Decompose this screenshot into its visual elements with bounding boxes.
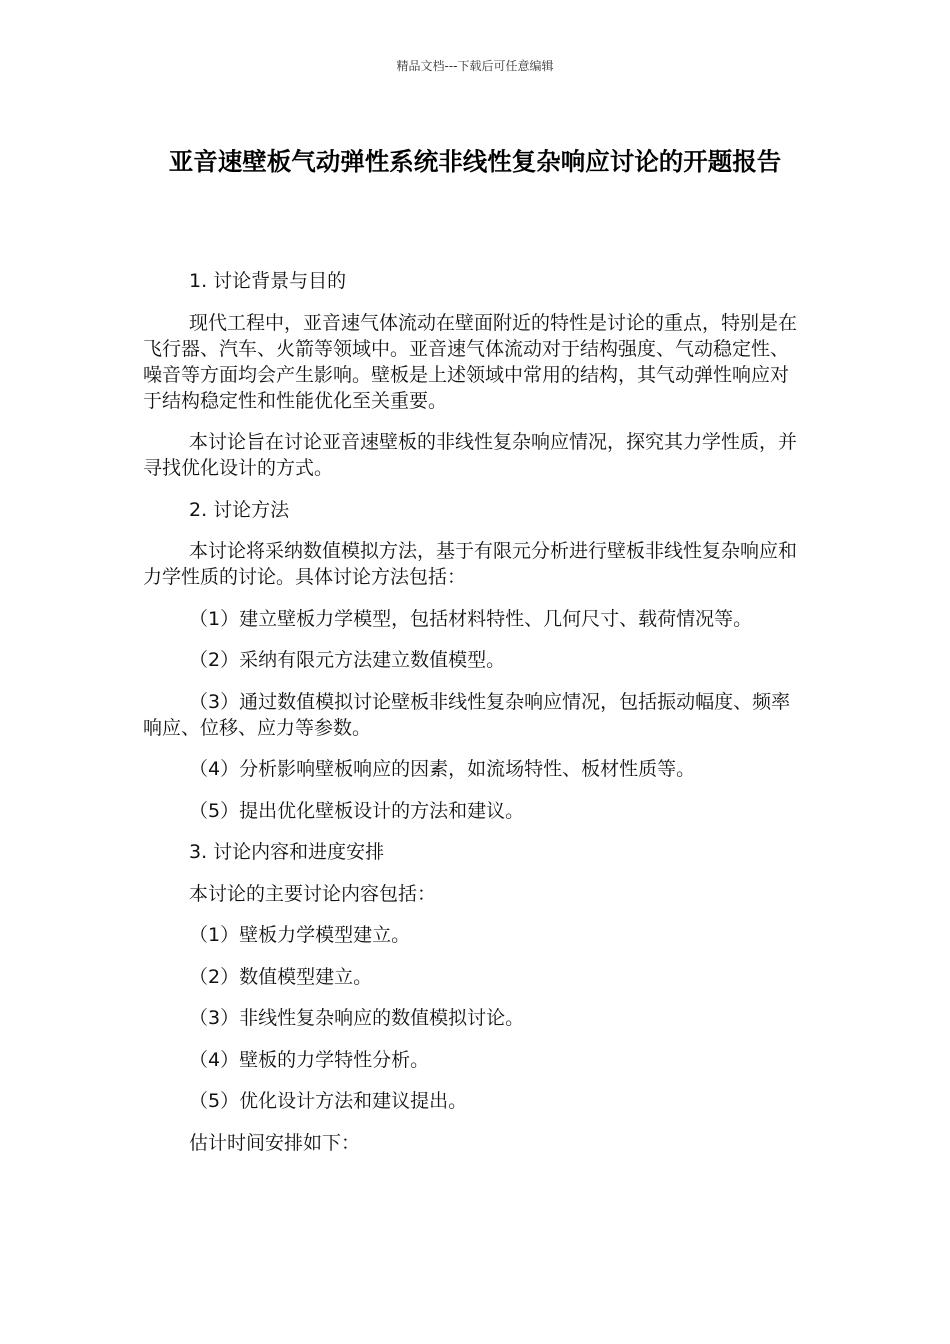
paragraph-purpose: 本讨论旨在讨论亚音速壁板的非线性复杂响应情况，探究其力学性质，并寻找优化设计的方式。: [143, 431, 798, 479]
list-item-content-2: （2）数值模型建立。: [189, 965, 373, 988]
list-item-method-2: （2）采纳有限元方法建立数值模型。: [189, 649, 506, 671]
list-item-method-3: （3）通过数值模拟讨论壁板非线性复杂响应情况，包括振动幅度、频率响应、位移、应力等参数。: [143, 690, 791, 739]
list-item-content-1: （1）壁板力学模型建立。: [189, 924, 411, 946]
paragraph-method: 本讨论将采纳数值模拟方法，基于有限元分析进行壁板非线性复杂响应和力学性质的讨论。具体讨论方法包括：: [143, 540, 798, 588]
section-heading-content: 3. 讨论内容和进度安排: [189, 841, 385, 863]
section-heading-method: 2. 讨论方法: [189, 498, 290, 521]
list-item-content-3: （3）非线性复杂响应的数值模拟讨论。: [189, 1007, 525, 1029]
list-item-method-4: （4）分析影响壁板响应的因素，如流场特性、板材性质等。: [189, 758, 696, 780]
page-header: 精品文档---下载后可任意编辑: [396, 59, 554, 73]
list-item-method-5: （5）提出优化壁板设计的方法和建议。: [189, 799, 525, 822]
paragraph-schedule: 估计时间安排如下：: [189, 1131, 361, 1154]
paragraph-background: 现代工程中，亚音速气体流动在壁面附近的特性是讨论的重点，特别是在飞行器、汽车、火箭等领域中。亚音速气体流动对于结构强度、气动稳定性、噪音等方面均会产生影响。壁板是上述领域中常用的结构，其气动弹性响应对于结构稳定性和性能优化至关重要。: [143, 311, 798, 412]
document-body: [143, 268, 803, 1171]
list-item-content-4: （4）壁板的力学特性分析。: [189, 1048, 430, 1071]
list-item-method-1: （1）建立壁板力学模型，包括材料特性、几何尺寸、载荷情况等。: [189, 607, 753, 630]
list-item-content-5: （5）优化设计方法和建议提出。: [189, 1090, 468, 1112]
document-title: 亚音速壁板气动弹性系统非线性复杂响应讨论的开题报告: [168, 147, 782, 176]
paragraph-content-intro: 本讨论的主要讨论内容包括：: [189, 882, 437, 905]
section-heading-background: 1. 讨论背景与目的: [189, 270, 347, 292]
